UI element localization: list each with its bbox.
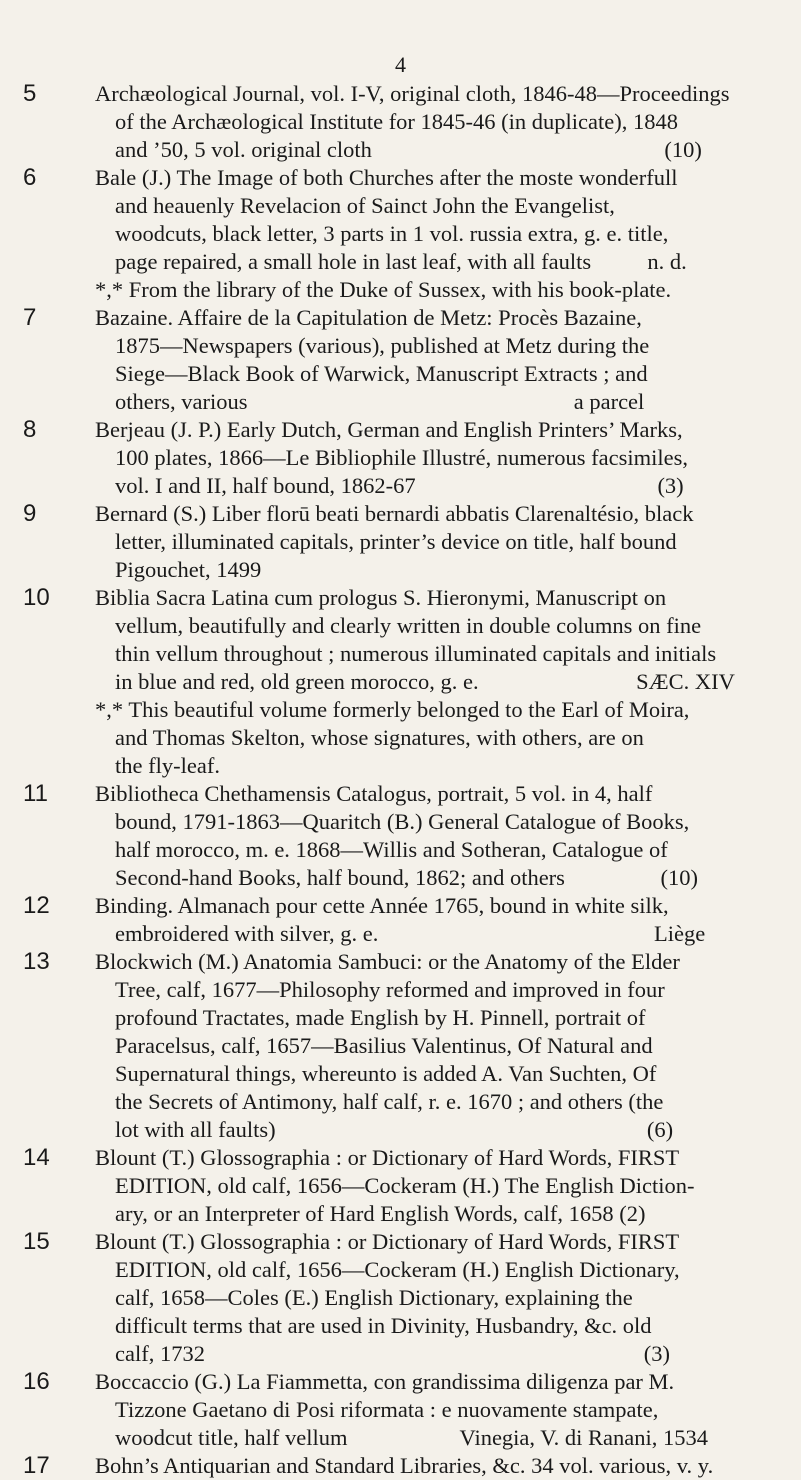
catalogue-entry (0, 1452, 801, 1480)
lot-number: 6 (23, 164, 37, 191)
catalogue-entry (0, 1228, 801, 1368)
catalogue-entry (0, 948, 801, 1144)
entry-line: woodcut title, half vellum Vinegia, V. di Ranani, 1534 (115, 1425, 708, 1450)
entry-line: Siege—Black Book of Warwick, Manuscript Extracts ; and (115, 361, 648, 386)
entry-line: others, various a parcel (115, 389, 645, 414)
entry-text (95, 164, 781, 304)
entry-line: vellum, beautifully and clearly written in double columns on fine (115, 613, 702, 638)
entry-line: 100 plates, 1866—Le Bibliophile Illustré, numerous facsimiles, (115, 445, 689, 470)
entry-line: woodcuts, black letter, 3 parts in 1 vol. russia extra, g. e. title, (115, 221, 669, 246)
entry-line: the fly-leaf. (115, 753, 220, 778)
catalogue-entry (0, 584, 801, 780)
entry-line: Paracelsus, calf, 1657—Basilius Valentinus, Of Natural and (115, 1033, 653, 1058)
entry-line: Tizzone Gaetano di Posi riformata : e nuovamente stampate, (115, 1397, 659, 1422)
lot-number: 10 (23, 584, 50, 611)
entry-line: Blount (T.) Glossographia : or Dictionary of Hard Words, FIRST (95, 1229, 680, 1254)
entry-text (95, 80, 781, 164)
entry-line: page repaired, a small hole in last leaf, with all faults n. d. (115, 249, 687, 274)
lot-number: 7 (23, 304, 37, 331)
entry-text (95, 1228, 781, 1368)
entry-line: Blockwich (M.) Anatomia Sambuci: or the Anatomy of the Elder (95, 949, 680, 974)
entry-text (95, 584, 781, 780)
entry-line: calf, 1658—Coles (E.) English Dictionary, explaining the (115, 1285, 633, 1310)
entry-line: and ’50, 5 vol. original cloth (10) (115, 137, 702, 162)
entry-text (95, 780, 781, 892)
entry-line: Second-hand Books, half bound, 1862; and others (10) (115, 865, 699, 890)
entry-line: thin vellum throughout ; numerous illuminated capitals and initials (115, 641, 717, 666)
lot-number: 5 (23, 80, 37, 107)
lot-number: 11 (23, 780, 48, 807)
entry-line: letter, illuminated capitals, printer’s device on title, half bound (115, 529, 677, 554)
entry-line: 1875—Newspapers (various), published at Metz during the (115, 333, 650, 358)
lot-number: 9 (23, 500, 37, 527)
catalogue-entry (0, 1144, 801, 1228)
entry-line: ary, or an Interpreter of Hard English Words, calf, 1658 (2) (115, 1201, 646, 1226)
entry-line: Blount (T.) Glossographia : or Dictionary of Hard Words, FIRST (95, 1145, 680, 1170)
entry-text (95, 892, 781, 948)
entry-line: Binding. Almanach pour cette Année 1765, bound in white silk, (95, 893, 669, 918)
entry-line: and heauenly Revelacion of Sainct John the Evangelist, (115, 193, 615, 218)
entry-line: bound, 1791-1863—Quaritch (B.) General Catalogue of Books, (115, 809, 690, 834)
entry-text (95, 304, 781, 416)
entry-line: of the Archæological Institute for 1845-46 (in duplicate), 1848 (115, 109, 678, 134)
catalogue-entry (0, 780, 801, 892)
entry-line: Bibliotheca Chethamensis Catalogus, portrait, 5 vol. in 4, half (95, 781, 653, 806)
entry-text (95, 1144, 781, 1228)
entry-text (95, 1452, 781, 1480)
lot-number: 14 (23, 1144, 50, 1171)
entry-line: Bale (J.) The Image of both Churches after the moste wonderfull (95, 165, 678, 190)
entry-text (95, 948, 781, 1144)
entry-line: Bohn’s Antiquarian and Standard Libraries, &c. 34 vol. various, v. y. (95, 1453, 714, 1478)
entry-line: Pigouchet, 1499 (115, 557, 262, 582)
lot-number: 12 (23, 892, 50, 919)
entry-line: Archæological Journal, vol. I-V, original cloth, 1846-48—Proceedings (95, 81, 730, 106)
lot-number: 17 (23, 1452, 50, 1479)
catalogue-entry (0, 80, 801, 164)
lot-number: 15 (23, 1228, 50, 1255)
catalogue-entry (0, 500, 801, 584)
entry-line: *,* From the library of the Duke of Sussex, with his book-plate. (95, 277, 672, 302)
catalogue-entry (0, 304, 801, 416)
entry-line: half morocco, m. e. 1868—Willis and Sotheran, Catalogue of (115, 837, 668, 862)
lot-number: 8 (23, 416, 37, 443)
entry-line: lot with all faults) (6) (115, 1117, 674, 1142)
entry-line: *,* This beautiful volume formerly belonged to the Earl of Moira, (95, 697, 690, 722)
entry-line: EDITION, old calf, 1656—Cockeram (H.) English Dictionary, (115, 1257, 680, 1282)
entry-line: Bazaine. Affaire de la Capitulation de Metz: Procès Bazaine, (95, 305, 642, 330)
catalogue-entry (0, 416, 801, 500)
catalogue-entry (0, 164, 801, 304)
entry-line: and Thomas Skelton, whose signatures, with others, are on (115, 725, 644, 750)
lot-number: 16 (23, 1368, 50, 1395)
entry-line: the Secrets of Antimony, half calf, r. e. 1670 ; and others (the (115, 1089, 664, 1114)
lot-number: 13 (23, 948, 50, 975)
entry-line: Tree, calf, 1677—Philosophy reformed and improved in four (115, 977, 665, 1002)
entries-list (0, 80, 801, 1480)
entry-line: Boccaccio (G.) La Fiammetta, con grandissima diligenza par M. (95, 1369, 675, 1394)
page-number: 4 (395, 52, 406, 77)
entry-line: profound Tractates, made English by H. Pinnell, portrait of (115, 1005, 646, 1030)
entry-line: EDITION, old calf, 1656—Cockeram (H.) The English Diction- (115, 1173, 695, 1198)
entry-text (95, 500, 781, 584)
entry-line: vol. I and II, half bound, 1862-67 (3) (115, 473, 684, 498)
catalogue-entry (0, 1368, 801, 1452)
entry-text (95, 416, 781, 500)
entry-line: Biblia Sacra Latina cum prologus S. Hieronymi, Manuscript on (95, 585, 667, 610)
entry-line: embroidered with silver, g. e. Liège (115, 921, 706, 946)
entry-text (95, 1368, 781, 1452)
entry-line: Supernatural things, whereunto is added A. Van Suchten, Of (115, 1061, 657, 1086)
entry-line: calf, 1732 (3) (115, 1341, 670, 1366)
entry-line: difficult terms that are used in Divinity, Husbandry, &c. old (115, 1313, 652, 1338)
entry-line: in blue and red, old green morocco, g. e. SÆC. XIV (115, 669, 735, 694)
catalogue-entry (0, 892, 801, 948)
entry-line: Bernard (S.) Liber florū beati bernardi abbatis Clarenaltésio, black (95, 501, 694, 526)
entry-line: Berjeau (J. P.) Early Dutch, German and English Printers’ Marks, (95, 417, 683, 442)
